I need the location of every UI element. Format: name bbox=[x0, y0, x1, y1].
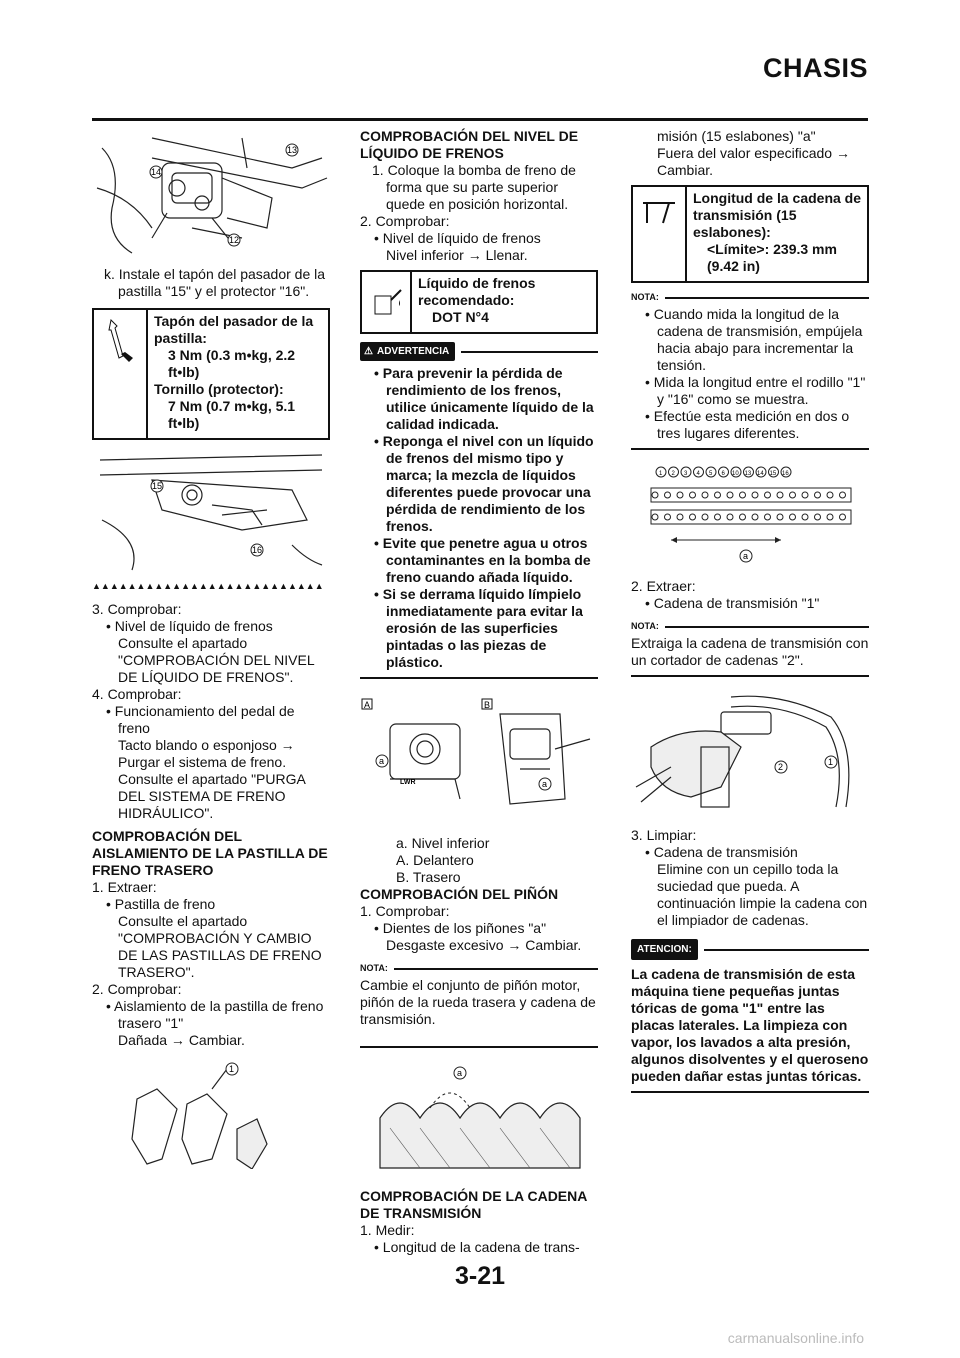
chain-roller bbox=[690, 514, 696, 520]
figure-label-A: A bbox=[364, 700, 371, 710]
caliper-figure bbox=[92, 128, 330, 258]
fluid-spec-box bbox=[360, 270, 598, 334]
text: Consulte el apartado "COMPROBACIÓN Y CAMBIO DE LAS PASTILLAS DE FRENO TRASERO". bbox=[118, 913, 322, 980]
step-1: 1. Medir: bbox=[360, 1222, 415, 1238]
section-heading: COMPROBACIÓN DEL AISLAMIENTO DE LA PASTILLA DE FRENO TRASERO bbox=[92, 828, 328, 878]
text: Consulte el apartado "COMPROBACIÓN DEL NIVEL DE LÍQUIDO DE FRENOS". bbox=[118, 635, 315, 685]
chain-roller bbox=[702, 514, 708, 520]
chain-roller bbox=[752, 514, 758, 520]
spec-value: 3 Nm (0.3 m•kg, 2.2 ft•lb) bbox=[168, 347, 296, 380]
legend-item: a. Nivel inferior bbox=[396, 835, 490, 851]
roller-callout-5: 5 bbox=[709, 471, 713, 477]
chain-roller bbox=[790, 492, 796, 498]
chain-roller bbox=[677, 492, 683, 498]
header-rule bbox=[92, 118, 868, 121]
bullet: • Nivel de líquido de frenos bbox=[374, 230, 541, 246]
chain-roller bbox=[802, 492, 808, 498]
column-1 bbox=[92, 128, 330, 1169]
watermark: carmanualsonline.info bbox=[727, 1330, 864, 1346]
caution-label: ATENCION: bbox=[631, 939, 698, 960]
step-1: 1. Coloque la bomba de freno de forma que su parte superior quede en posición horizontal. bbox=[372, 162, 576, 212]
bullet: • Nivel de líquido de frenos bbox=[106, 618, 273, 634]
note-text: Cambie el conjunto de piñón motor, piñón de la rueda trasera y cadena de transmisión. bbox=[360, 977, 596, 1027]
text: Dañada → Cambiar. bbox=[118, 1032, 245, 1048]
section-heading: COMPROBACIÓN DEL PIÑÓN bbox=[360, 886, 559, 902]
end-marks: ▲▲▲▲▲▲▲▲▲▲▲▲▲▲▲▲▲▲▲▲▲▲▲▲▲▲ bbox=[92, 581, 324, 591]
protector-figure bbox=[92, 450, 330, 575]
note-item: • Cuando mida la longitud de la cadena de transmisión, empújela hacia abajo para incrementar la tensión. bbox=[645, 306, 863, 373]
step-2: 2. Comprobar: bbox=[92, 981, 182, 997]
step-2: 2. Comprobar: bbox=[360, 213, 450, 229]
caution-end-rule bbox=[631, 1091, 869, 1093]
bullet: • Pastilla de freno bbox=[106, 896, 216, 912]
legend-item: B. Trasero bbox=[396, 869, 461, 885]
chain-roller bbox=[815, 492, 821, 498]
step-1: 1. Comprobar: bbox=[360, 903, 450, 919]
chain-roller bbox=[777, 492, 783, 498]
chain-roller bbox=[740, 492, 746, 498]
chain-spec-box bbox=[631, 185, 869, 283]
roller-callout-16: 16 bbox=[782, 471, 789, 477]
sprocket-figure bbox=[360, 1058, 598, 1178]
text: Elimine con un cepillo toda la suciedad que pueda. A continuación limpie la cadena con el limpiador de cadenas. bbox=[657, 861, 868, 928]
chain-roller bbox=[727, 514, 733, 520]
chain-roller bbox=[665, 514, 671, 520]
text: Fuera del valor especificado → Cambiar. bbox=[657, 145, 850, 178]
chain-roller bbox=[740, 514, 746, 520]
chain-roller bbox=[790, 514, 796, 520]
step-3: 3. Limpiar: bbox=[631, 827, 697, 843]
section-heading: COMPROBACIÓN DEL NIVEL DE LÍQUIDO DE FRENOS bbox=[360, 128, 579, 161]
roller-callout-10: 10 bbox=[732, 471, 739, 477]
callout-15: 15 bbox=[152, 481, 163, 491]
chain-cutter-figure bbox=[631, 687, 869, 817]
note-end-rule bbox=[631, 448, 869, 450]
warning-item: • Reponga el nivel con un líquido de frenos del mismo tipo y marca; la mezcla de líquidos diferentes puede provocar una pérdida de rendimiento de los frenos. bbox=[374, 433, 594, 534]
chain-roller bbox=[827, 514, 833, 520]
chain-roller bbox=[702, 492, 708, 498]
caution-text: La cadena de transmisión de esta máquina tiene pequeñas juntas tóricas de goma "1" entre las placas laterales. La limpieza con vapor, los lavados a alta presión, algunos disolventes y el queroseno pueden dañar estas juntas tóricas. bbox=[631, 966, 869, 1084]
chain-roller bbox=[752, 492, 758, 498]
legend-item: A. Delantero bbox=[396, 852, 474, 868]
spec-line: Líquido de frenos recomendado: bbox=[418, 275, 536, 308]
spec-value: 7 Nm (0.7 m•kg, 5.1 ft•lb) bbox=[168, 398, 296, 431]
callout-14: 14 bbox=[151, 167, 162, 177]
spec-line: Tornillo (protector): bbox=[154, 381, 284, 397]
text: misión (15 eslabones) "a" bbox=[657, 128, 816, 144]
callout-16: 16 bbox=[252, 545, 263, 555]
note-label: NOTA: bbox=[631, 292, 659, 302]
torque-spec-box bbox=[92, 308, 330, 440]
chain-roller bbox=[827, 492, 833, 498]
note-item: • Mida la longitud entre el rodillo "1" y "16" como se muestra. bbox=[645, 374, 866, 407]
bullet: • Dientes de los piñones "a" bbox=[374, 920, 547, 936]
brake-pad-figure bbox=[92, 1059, 330, 1169]
chain-roller bbox=[690, 492, 696, 498]
figure-label-B: B bbox=[484, 700, 491, 710]
oil-can-icon bbox=[362, 272, 412, 332]
text: Consulte el apartado "PURGA DEL SISTEMA DE FRENO HIDRÁULICO". bbox=[118, 771, 306, 821]
roller-callout-13: 13 bbox=[744, 471, 752, 477]
roller-callout-2: 2 bbox=[671, 471, 675, 477]
chain-roller bbox=[715, 514, 721, 520]
bullet: • Aislamiento de la pastilla de freno trasero "1" bbox=[106, 998, 324, 1031]
step-1: 1. Extraer: bbox=[92, 879, 157, 895]
callout-a: a bbox=[379, 756, 385, 766]
chain-roller bbox=[815, 514, 821, 520]
chain-roller bbox=[765, 492, 771, 498]
page-number: 3-21 bbox=[454, 1262, 506, 1290]
chain-roller bbox=[652, 492, 658, 498]
callout-a-rear: a bbox=[542, 779, 548, 789]
callout-13: 13 bbox=[287, 145, 298, 155]
spec-line: Tapón del pasador de la pastilla: bbox=[154, 313, 314, 346]
reservoir-figure bbox=[360, 689, 598, 829]
warning-label: ADVERTENCIA bbox=[376, 346, 450, 357]
column-2 bbox=[360, 128, 598, 1256]
roller-callout-14: 14 bbox=[757, 471, 764, 477]
text: Desgaste excesivo → Cambiar. bbox=[386, 937, 582, 953]
roller-callout-15: 15 bbox=[769, 471, 777, 477]
spec-value: DOT N°4 bbox=[432, 309, 489, 325]
roller-callout-3: 3 bbox=[684, 471, 688, 477]
note-end-rule bbox=[631, 675, 869, 677]
note-end-rule bbox=[360, 1046, 598, 1048]
warning-end-rule bbox=[360, 677, 598, 679]
warning-header bbox=[360, 342, 598, 361]
callout-1: 1 bbox=[229, 1064, 235, 1074]
note-header bbox=[631, 289, 869, 306]
chain-roller bbox=[765, 514, 771, 520]
callout-2: 2 bbox=[778, 762, 784, 772]
warning-item: • Si se derrama líquido límpielo inmediatamente para evitar la erosión de las superficies pintadas o las piezas de plástico. bbox=[374, 586, 583, 670]
spec-line: Longitud de la cadena de transmisión (15 eslabones): bbox=[693, 190, 862, 240]
note-header bbox=[360, 960, 598, 977]
bullet: • Cadena de transmisión "1" bbox=[645, 595, 820, 611]
chain-roller bbox=[777, 514, 783, 520]
callout-a: a bbox=[743, 551, 749, 561]
roller-callout-4: 4 bbox=[696, 471, 700, 477]
warning-icon: ⚠ bbox=[364, 346, 373, 357]
warning-item: • Para prevenir la pérdida de rendimiento de los frenos, utilice únicamente líquido de la calidad indicada. bbox=[374, 365, 594, 432]
chain-roller bbox=[840, 514, 846, 520]
caution-header bbox=[631, 939, 869, 960]
roller-callout-1: 1 bbox=[659, 471, 663, 477]
step-4: 4. Comprobar: bbox=[92, 686, 182, 702]
lwr-mark: LWR bbox=[400, 779, 416, 786]
torque-wrench-icon bbox=[94, 310, 148, 438]
callout-a: a bbox=[457, 1068, 463, 1078]
chain-figure bbox=[631, 460, 869, 570]
chain-roller bbox=[652, 514, 658, 520]
chain-roller bbox=[840, 492, 846, 498]
bullet: • Longitud de la cadena de trans- bbox=[374, 1239, 580, 1255]
note-item: • Efectúe esta medición en dos o tres lugares diferentes. bbox=[645, 408, 850, 441]
chain-roller bbox=[715, 492, 721, 498]
chain-roller bbox=[727, 492, 733, 498]
step-3: 3. Comprobar: bbox=[92, 601, 182, 617]
chain-roller bbox=[677, 514, 683, 520]
step-k: k. Instale el tapón del pasador de la pastilla "15" y el protector "16". bbox=[104, 266, 326, 299]
chain-roller bbox=[665, 492, 671, 498]
note-label: NOTA: bbox=[360, 963, 388, 973]
text: Nivel inferior → Llenar. bbox=[386, 247, 528, 263]
bullet: • Cadena de transmisión bbox=[645, 844, 798, 860]
warning-item: • Evite que penetre agua u otros contaminantes en la bomba de freno cuando añada líquido. bbox=[374, 535, 591, 585]
column-3 bbox=[631, 128, 869, 1103]
bullet: • Funcionamiento del pedal de freno bbox=[106, 703, 295, 736]
section-heading: COMPROBACIÓN DE LA CADENA DE TRANSMISIÓN bbox=[360, 1188, 587, 1221]
callout-12: 12 bbox=[229, 235, 240, 245]
caliper-gauge-icon bbox=[633, 187, 687, 281]
text: Tacto blando o esponjoso → Purgar el sistema de freno. bbox=[118, 737, 295, 770]
step-2: 2. Extraer: bbox=[631, 578, 696, 594]
note-text: Extraiga la cadena de transmisión con un cortador de cadenas "2". bbox=[631, 635, 869, 668]
note-label: NOTA: bbox=[631, 621, 659, 631]
chain-roller bbox=[802, 514, 808, 520]
spec-value: <Límite>: 239.3 mm (9.42 in) bbox=[707, 241, 837, 274]
callout-1: 1 bbox=[828, 757, 834, 767]
note-header bbox=[631, 618, 869, 635]
page-header-title: CHASIS bbox=[762, 53, 868, 83]
roller-callout-6: 6 bbox=[721, 471, 725, 477]
